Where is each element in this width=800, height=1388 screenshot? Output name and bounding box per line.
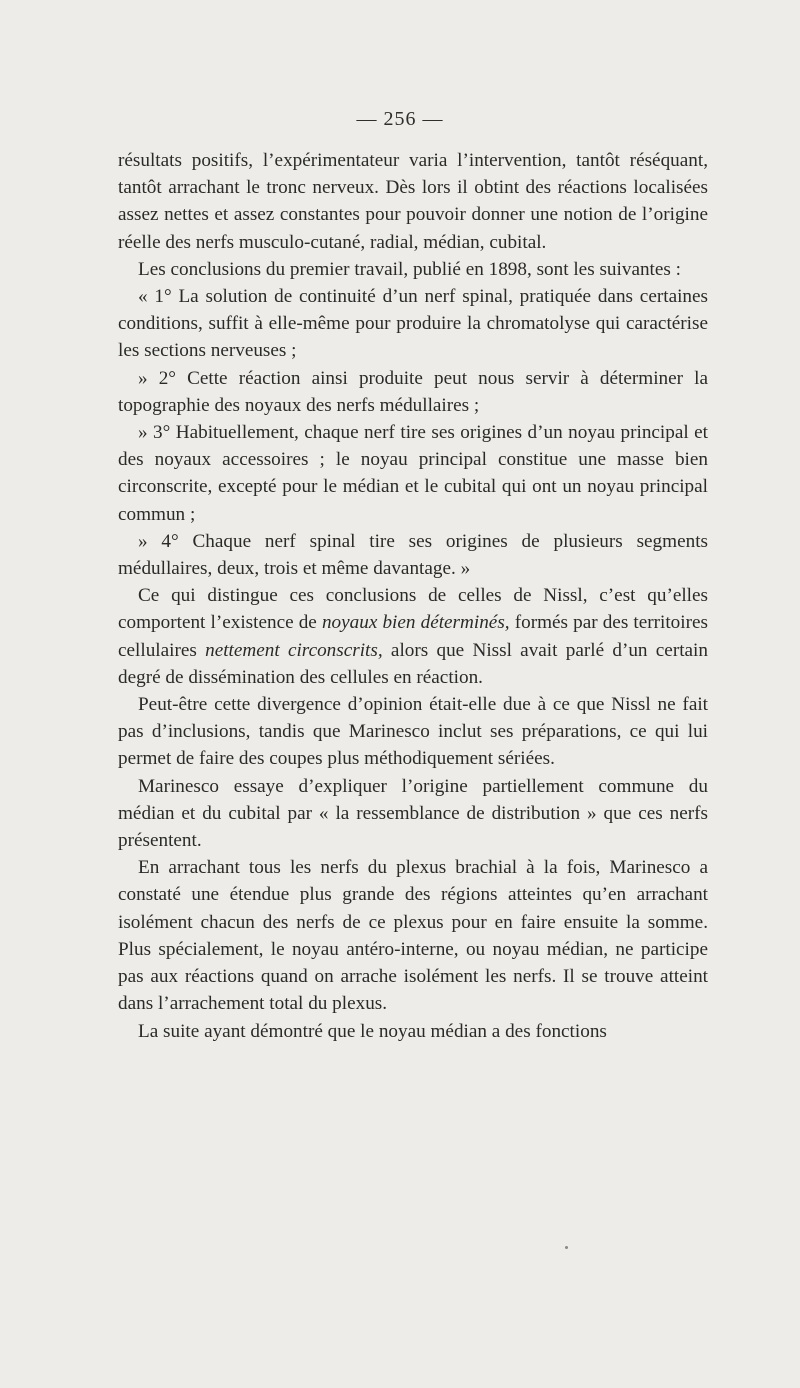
paragraph-last: La suite ayant démontré que le noyau médian a des fonctions [138,1020,607,1042]
paragraph-comparison-part-b: formés par des territoires cellulaires [118,612,708,661]
paragraph-comparison-part-a: Ce qui distingue ces conclusions de celles de Nissl, c’est qu’elles comportent l’existence de [118,585,708,634]
page-number: — 256 — [356,108,444,130]
paragraph-marinesco: Marinesco essaye d’expliquer l’origine partiellement commune du médian et du cubital par « la ressemblance de distribution » que ces nerfs présentent. [118,775,708,852]
paper-speck [565,1246,568,1249]
emphasis-circonscrits: nettement circonscrits, [205,639,383,661]
paragraph-plexus: En arrachant tous les nerfs du plexus brachial à la fois, Marinesco a constaté une étendue plus grande des régions atteintes qu’en arrachant isolément chacun des nerfs de ce plexus pour en faire ensuite la somme. Plus spécialement, le noyau antéro-interne, ou noyau médian, ne participe pas aux réactions quand on arrache isolément les nerfs. Il se trouve atteint dans l’arrachement total du plexus. [118,857,708,1015]
paragraph-divergence: Peut-être cette divergence d’opinion était-elle due à ce que Nissl ne fait pas d’inclusions, tandis que Marinesco inclut ses préparations, ce qui lui permet de faire des coupes plus méthodiquement sériées. [118,694,708,770]
quote-item-1: « 1° La solution de continuité d’un nerf spinal, pratiquée dans certaines conditions, suffit à elle-même pour produire la chromatolyse qui caractérise les sections nerveuses ; [118,286,708,362]
body-text [118,147,708,1045]
quote-item-3: » 3° Habituellement, chaque nerf tire ses origines d’un noyau principal et des noyaux accessoires ; le noyau principal constitue une masse bien circonscrite, excepté pour le médian et le cubital qui ont un noyau principal commun ; [118,422,708,525]
quote-item-2: » 2° Cette réaction ainsi produite peut nous servir à déterminer la topographie des noyaux des nerfs médullaires ; [118,367,708,416]
quote-item-4: » 4° Chaque nerf spinal tire ses origines de plusieurs segments médullaires, deux, trois et même davantage. » [118,530,708,580]
paragraph-2: Les conclusions du premier travail, publié en 1898, sont les suivantes : [138,258,682,280]
paragraph-1: résultats positifs, l’expérimentateur varia l’intervention, tantôt réséquant, tantôt arrachant le tronc nerveux. Dès lors il obtint des réactions localisées assez nettes et assez constantes pour pouvoir donner une notion de l’origine réelle des nerfs musculo-cutané, radial, médian, cubital. [118,150,708,253]
emphasis-noyaux: noyaux bien déterminés, [321,612,510,634]
paragraph-comparison-part-c: alors que Nissl avait parlé d’un certain degré de dissémination des cellules en réaction. [118,639,708,688]
paragraph-comparison [118,582,708,691]
